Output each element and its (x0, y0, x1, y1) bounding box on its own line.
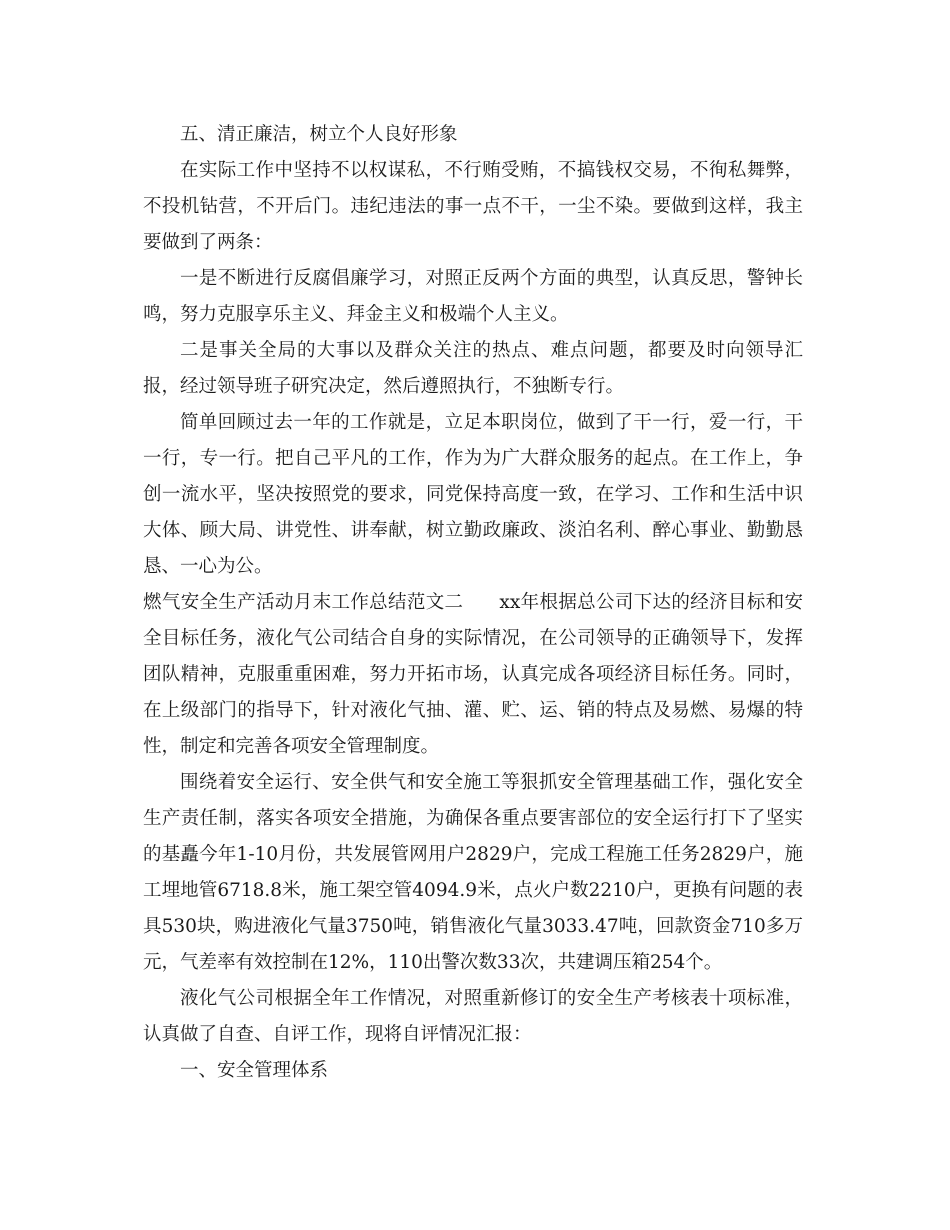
paragraph-review: 简单回顾过去一年的工作就是，立足本职岗位，做到了干一行，爱一行，干一行，专一行。把自己平凡的工作，作为为广大群众服务的起点。在工作上，争创一流水平，坚决按照党的要求，同党保持高度一致，在学习、工作和生活中识大体、顾大局、讲党性、讲奉献，树立勤政廉政、淡泊名利、醉心事业、勤勤恳恳、一心为公。 (143, 412, 803, 577)
document-body (143, 117, 803, 1089)
paragraph-point-two: 二是事关全局的大事以及群众关注的热点、难点问题，都要及时向领导汇报，经过领导班子研究决定，然后遵照执行，不独断专行。 (143, 340, 803, 397)
section-heading-1: 一、安全管理体系 (180, 1060, 329, 1081)
article-title: 燃气安全生产活动月末工作总结范文二 (143, 592, 464, 613)
paragraph-article-two (143, 585, 803, 765)
paragraph-safety-work: 围绕着安全运行、安全供气和安全施工等狠抓安全管理基础工作，强化安全生产责任制，落实各项安全措施，为确保各重点要害部位的安全运行打下了坚实的基矗今年1-10月份，共发展管网用户2829户，完成工程施工任务2829户，施工埋地管6718.8米，施工架空管4094.9米，点火户数2210户，更换有问题的表具530块，购进液化气量3750吨，销售液化气量3033.47吨，回款资金710多万元，气差率有效控制在12%，110出警次数33次，共建调压箱254个。 (143, 772, 803, 973)
article-intro-text: xx年根据总公司下达的经济目标和安全目标任务，液化气公司结合自身的实际情况，在公司领导的正确领导下，发挥团队精神，克服重重困难，努力开拓市场，认真完成各项经济目标任务。同时，在上级部门的指导下，针对液化气抽、灌、贮、运、销的特点及易燃、易爆的特性，制定和完善各项安全管理制度。 (143, 592, 803, 757)
paragraph-point-one: 一是不断进行反腐倡廉学习，对照正反两个方面的典型，认真反思，警钟长鸣，努力克服享乐主义、拜金主义和极端个人主义。 (143, 268, 803, 325)
section-heading-5: 五、清正廉洁，树立个人良好形象 (180, 124, 458, 145)
paragraph-self-assessment: 液化气公司根据全年工作情况，对照重新修订的安全生产考核表十项标准，认真做了自查、自评工作，现将自评情况汇报： (143, 988, 803, 1045)
paragraph-integrity: 在实际工作中坚持不以权谋私，不行贿受贿，不搞钱权交易，不徇私舞弊，不投机钻营，不开后门。违纪违法的事一点不干，一尘不染。要做到这样，我主要做到了两条： (143, 160, 803, 253)
